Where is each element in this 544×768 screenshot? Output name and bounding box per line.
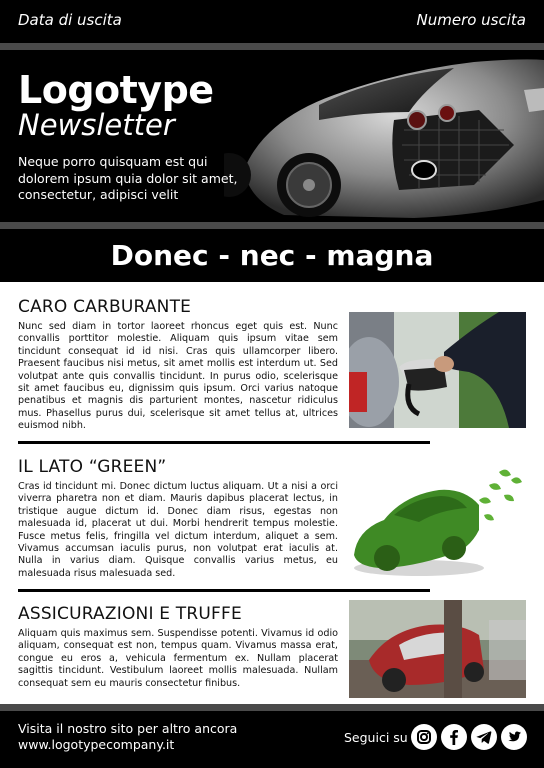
article-title: CARO CARBURANTE — [18, 297, 192, 317]
article-title: IL LATO “GREEN” — [18, 457, 167, 477]
car-crash-image — [349, 600, 526, 698]
article-fuel — [18, 297, 338, 433]
follow-us-label: Seguici su — [344, 730, 408, 745]
twitter-icon[interactable] — [501, 724, 527, 750]
footer-visit-line: Visita il nostro sito per altro ancora — [18, 721, 238, 736]
issue-date-label: Data di uscita — [18, 11, 122, 29]
divider-strip — [0, 704, 544, 711]
telegram-icon[interactable] — [471, 724, 497, 750]
divider-strip — [0, 43, 544, 50]
website-link[interactable]: www.logotypecompany.it — [18, 737, 175, 752]
divider-strip — [0, 222, 544, 229]
grass-car-image — [349, 460, 526, 580]
footer-visit-text — [18, 721, 237, 753]
instagram-icon[interactable] — [411, 724, 437, 750]
footer — [0, 711, 544, 768]
article-title: ASSICURAZIONI E TRUFFE — [18, 604, 242, 624]
article-body: Cras id tincidunt mi. Donec dictum luctus aliquam. Ut a nisi a orci viverra pharetra non et diam. Mauris dapibus placerat lectus, in tristique augue dictum id. Donec diam risus, egestas non malesuada id, placerat ut dui. Morbi hendrerit tempus molestie. Fusce metus felis, fringilla vel dictum interdum, aliquet a sem. Vivamus accumsan iaculis purus, non volutpat erat iaculis at. Nulla in varius diam. Quisque convallis varius metus, eu malesuada risus malesuada sed. — [18, 481, 338, 579]
sports-car-image — [224, 50, 544, 222]
facebook-icon[interactable] — [441, 724, 467, 750]
article-body: Nunc sed diam in tortor laoreet rhoncus eget quis est. Nunc convallis porttitor molestie. Aliquam quis ipsum vitae sem tincidunt consequat id id nisi. Cras quis ullamcorper libero. Praesent faucibus nisi metus, sit amet mollis est interdum ut. Sed volutpat ante quis convallis tincidunt. In purus odio, scelerisque sit amet faucibus eu, dignissim quis ipsum. Orci varius natoque penatibus et magnis dis parturient montes, nascetur ridiculus mus. Phasellus purus dui, scelerisque sit amet tellus at, ultrices euismod nibh. — [18, 321, 338, 432]
fuel-pump-image — [349, 312, 526, 428]
section-divider — [18, 441, 430, 444]
section-divider — [18, 589, 430, 592]
top-bar — [0, 0, 544, 43]
headline-banner: Donec - nec - magna — [0, 229, 544, 282]
hero-intro-text: Neque porro quisquam est qui dolorem ipsum quia dolor sit amet, consectetur, adipisci velit — [18, 154, 238, 202]
hero-banner — [0, 50, 544, 222]
article-insurance — [18, 604, 338, 690]
issue-number-label: Numero uscita — [416, 11, 526, 29]
article-body: Aliquam quis maximus sem. Suspendisse potenti. Vivamus id odio aliquam, consequat est non, tempus quam. Vivamus massa erat, congue eu eros a, vehicula fermentum ex. Nullam placerat sagittis tincidunt. Vestibulum laoreet mollis malesuada. Nullam consequat sem eu mauris consectetur finibus. — [18, 628, 338, 689]
article-green — [18, 457, 338, 580]
logotype: Logotype — [18, 68, 214, 112]
newsletter-subtitle: Newsletter — [18, 108, 175, 142]
